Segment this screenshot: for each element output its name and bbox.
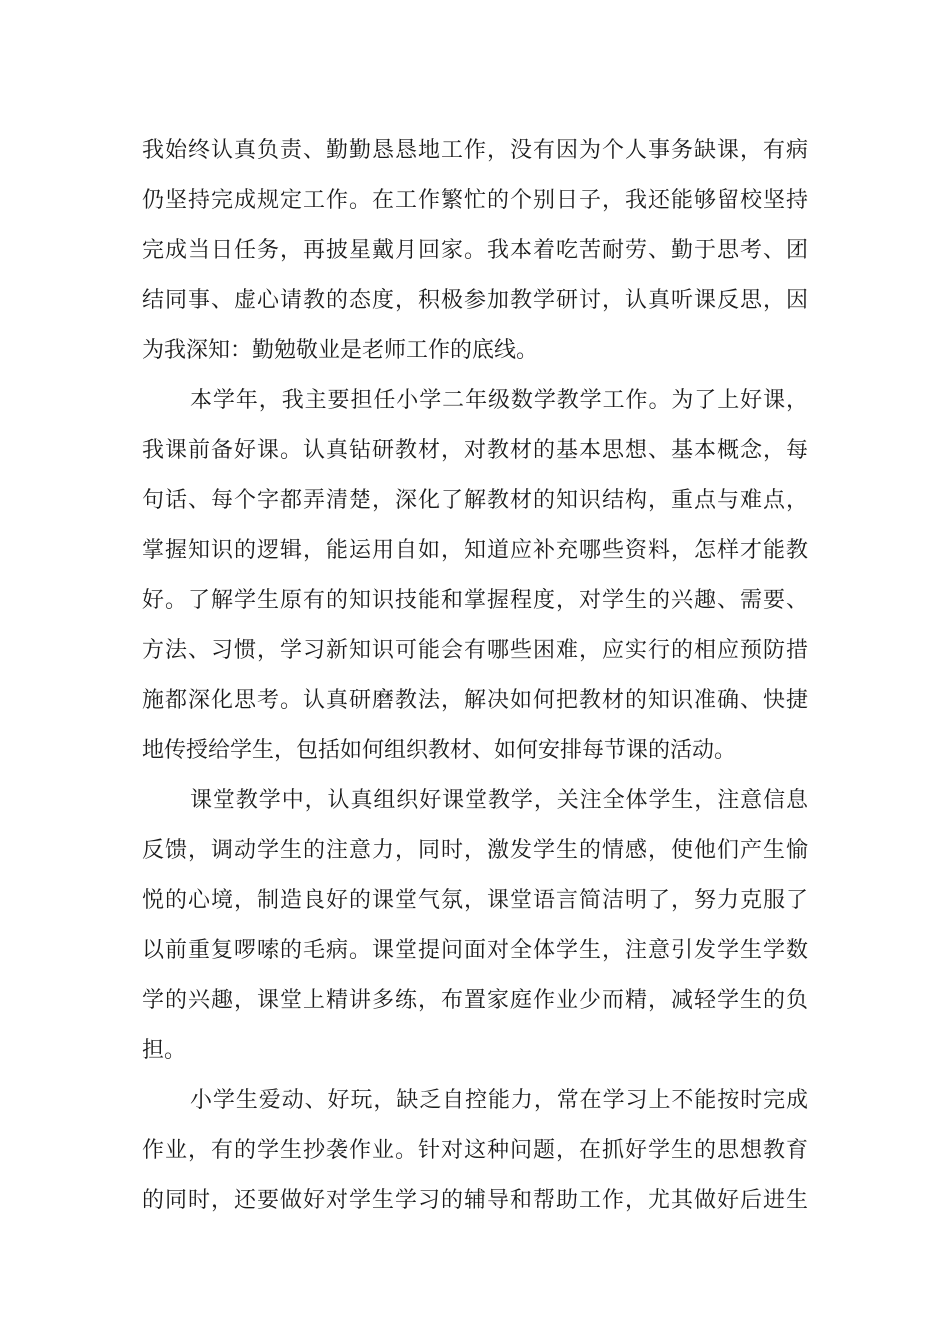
paragraph-1-line-3: 完成当日任务，再披星戴月回家。我本着吃苦耐劳、勤于思考、团 bbox=[142, 238, 808, 263]
paragraph-1-line-2: 仍坚持完成规定工作。在工作繁忙的个别日子，我还能够留校坚持 bbox=[142, 188, 808, 213]
paragraph-2-line-1: 本学年，我主要担任小学二年级数学教学工作。为了上好课， bbox=[190, 388, 808, 413]
paragraph-2-line-7: 施都深化思考。认真研磨教法，解决如何把教材的知识准确、快捷 bbox=[142, 688, 808, 713]
paragraph-2-line-8: 地传授给学生，包括如何组织教材、如何安排每节课的活动。 bbox=[142, 738, 737, 763]
paragraph-2-line-4: 掌握知识的逻辑，能运用自如，知道应补充哪些资料，怎样才能教 bbox=[142, 538, 808, 563]
paragraph-1-line-4: 结同事、虚心请教的态度，积极参加教学研讨，认真听课反思，因 bbox=[142, 288, 808, 313]
paragraph-2-line-3: 句话、每个字都弄清楚，深化了解教材的知识结构，重点与难点， bbox=[142, 488, 808, 513]
paragraph-3-line-5: 学的兴趣，课堂上精讲多练，布置家庭作业少而精，减轻学生的负 bbox=[142, 988, 808, 1013]
paragraph-3-line-1: 课堂教学中，认真组织好课堂教学，关注全体学生，注意信息 bbox=[190, 788, 808, 813]
paragraph-4-line-3: 的同时，还要做好对学生学习的辅导和帮助工作，尤其做好后进生 bbox=[142, 1188, 808, 1213]
paragraph-3-line-6: 担。 bbox=[142, 1038, 187, 1063]
paragraph-2-line-2: 我课前备好课。认真钻研教材，对教材的基本思想、基本概念，每 bbox=[142, 438, 808, 463]
paragraph-2-line-5: 好。了解学生原有的知识技能和掌握程度，对学生的兴趣、需要、 bbox=[142, 588, 808, 613]
paragraph-1-line-1: 我始终认真负责、勤勤恳恳地工作，没有因为个人事务缺课，有病 bbox=[142, 138, 808, 163]
paragraph-3-line-4: 以前重复啰嗦的毛病。课堂提问面对全体学生，注意引发学生学数 bbox=[142, 938, 808, 963]
paragraph-3-line-2: 反馈，调动学生的注意力，同时，激发学生的情感，使他们产生愉 bbox=[142, 838, 808, 863]
paragraph-3-line-3: 悦的心境，制造良好的课堂气氛，课堂语言简洁明了，努力克服了 bbox=[142, 888, 808, 913]
paragraph-2-line-6: 方法、习惯，学习新知识可能会有哪些困难，应实行的相应预防措 bbox=[142, 638, 808, 663]
paragraph-4-line-1: 小学生爱动、好玩，缺乏自控能力，常在学习上不能按时完成 bbox=[190, 1088, 808, 1113]
paragraph-1-line-5: 为我深知：勤勉敬业是老师工作的底线。 bbox=[142, 338, 539, 363]
paragraph-4-line-2: 作业，有的学生抄袭作业。针对这种问题，在抓好学生的思想教育 bbox=[142, 1138, 808, 1163]
